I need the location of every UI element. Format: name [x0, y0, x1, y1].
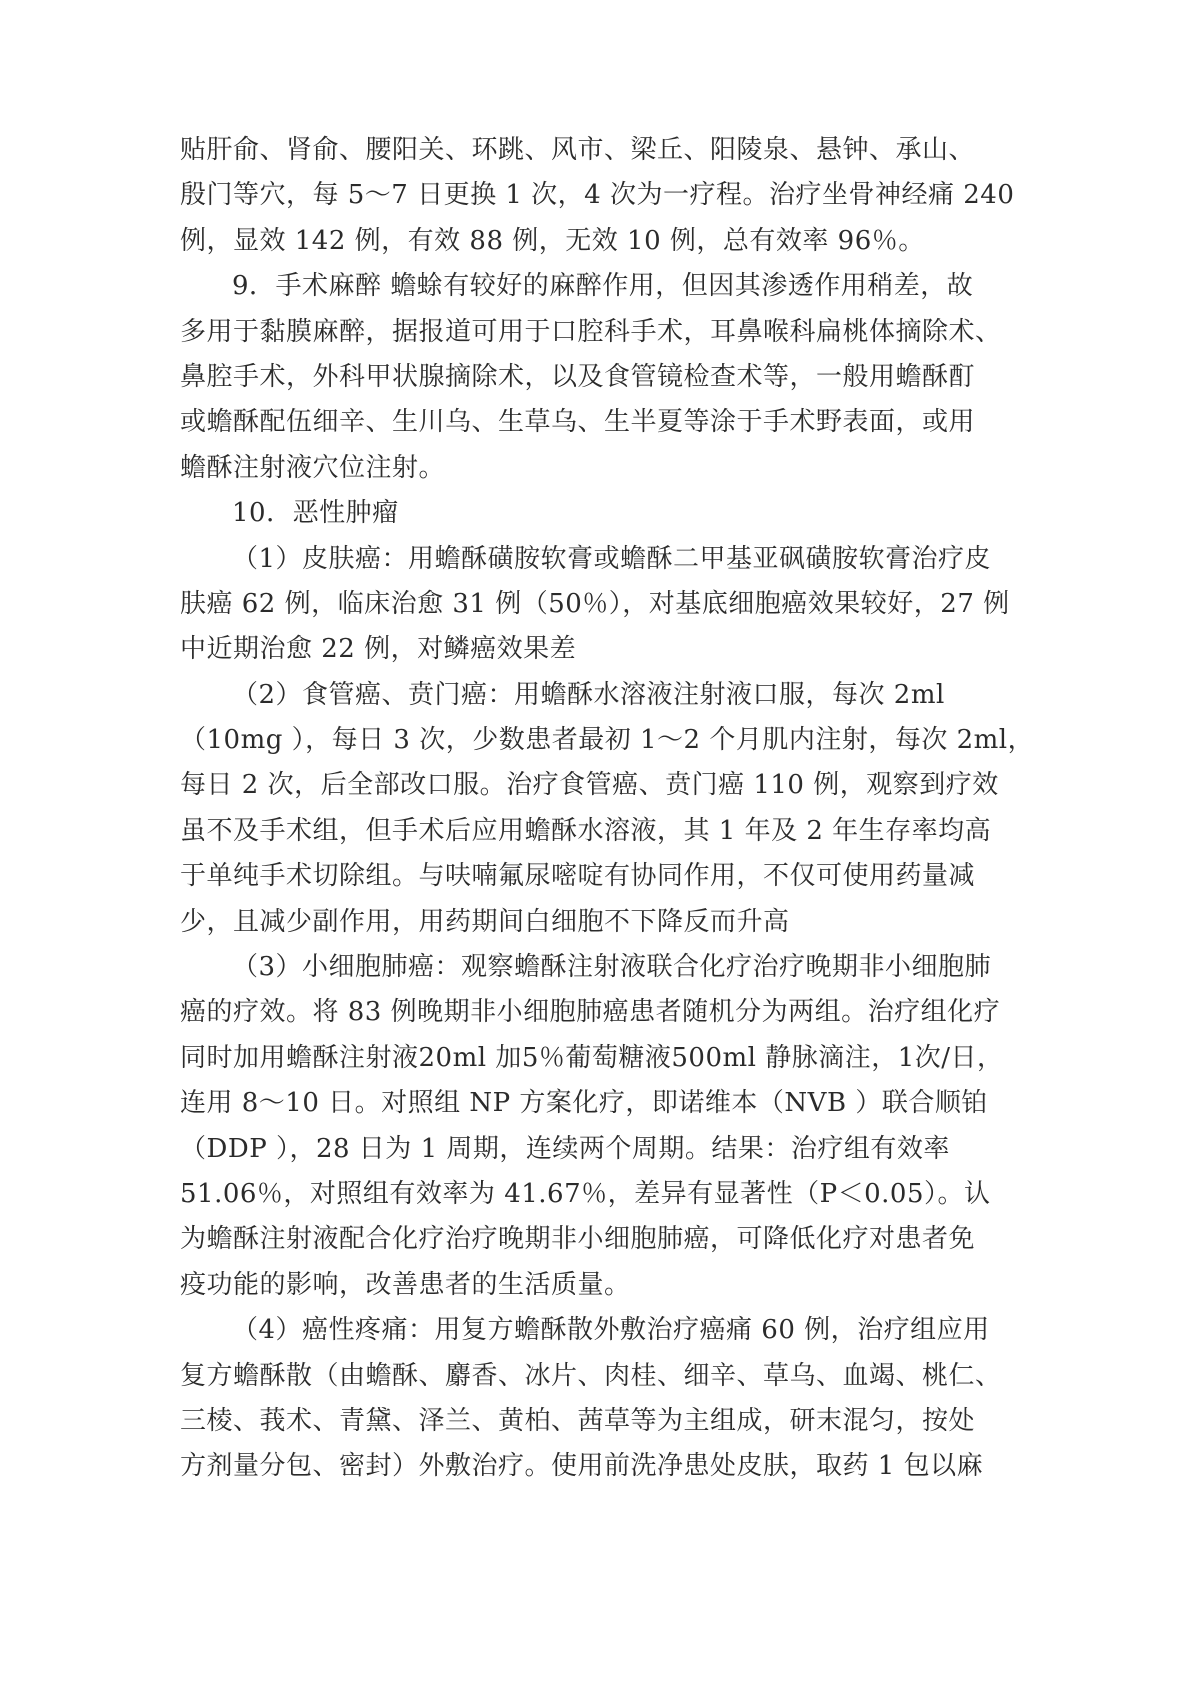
- text-line: 三棱、莪术、青黛、泽兰、黄柏、茜草等为主组成，研末混匀，按处: [180, 1405, 976, 1436]
- text-line: 鼻腔手术，外科甲状腺摘除术，以及食管镜检查术等，一般用蟾酥酊: [180, 361, 976, 392]
- text-line: 同时加用蟾酥注射液20ml 加5％葡萄糖液500ml 静脉滴注，1次/日，: [180, 1042, 1004, 1073]
- text-line: 多用于黏膜麻醉，据报道可用于口腔科手术，耳鼻喉科扁桃体摘除术、: [180, 316, 1002, 347]
- subsection-lung-cancer: （3）小细胞肺癌：观察蟾酥注射液联合化疗治疗晚期非小细胞肺: [232, 952, 992, 983]
- text-line: 于单纯手术切除组。与呋喃氟尿嘧啶有协同作用，不仅可使用药量减: [180, 861, 976, 892]
- text-line: 连用 8～10 日。对照组 NP 方案化疗，即诺维本（NVB ）联合顺铂: [180, 1088, 988, 1119]
- subsection-esophageal-cancer: （2）食管癌、贲门癌：用蟾酥水溶液注射液口服，每次 2ml: [232, 679, 945, 710]
- text-line: 疫功能的影响，改善患者的生活质量。: [180, 1269, 631, 1300]
- text-line: 肤癌 62 例，临床治愈 31 例（50％），对基底细胞癌效果较好，27 例: [180, 588, 1010, 619]
- text-line: （10mg ），每日 3 次，少数患者最初 1～2 个月肌内注射，每次 2ml，: [180, 725, 1035, 756]
- text-line: 殷门等穴，每 5～7 日更换 1 次，4 次为一疗程。治疗坐骨神经痛 240: [180, 180, 1015, 211]
- text-line: 为蟾酥注射液配合化疗治疗晚期非小细胞肺癌，可降低化疗对患者免: [180, 1224, 976, 1255]
- body-text: [180, 128, 1035, 1490]
- text-line: 每日 2 次，后全部改口服。治疗食管癌、贲门癌 110 例，观察到疗效: [180, 770, 999, 801]
- text-line: 中近期治愈 22 例，对鳞癌效果差: [180, 634, 577, 665]
- text-line: 51.06％，对照组有效率为 41.67％，差异有显著性（P＜0.05）。认: [180, 1178, 991, 1209]
- subsection-skin-cancer: （1）皮肤癌：用蟾酥磺胺软膏或蟾酥二甲基亚砜磺胺软膏治疗皮: [232, 543, 992, 574]
- text-line: 少，且减少副作用，用药期间白细胞不下降反而升高: [180, 906, 790, 937]
- text-line: 癌的疗效。将 83 例晚期非小细胞肺癌患者随机分为两组。治疗组化疗: [180, 997, 1001, 1028]
- text-line: 方剂量分包、密封）外敷治疗。使用前洗净患处皮肤，取药 1 包以麻: [180, 1451, 984, 1482]
- subsection-cancer-pain: （4）癌性疼痛：用复方蟾酥散外敷治疗癌痛 60 例，治疗组应用: [232, 1315, 990, 1346]
- text-line: 例，显效 142 例，有效 88 例，无效 10 例，总有效率 96％。: [180, 225, 925, 256]
- text-line: 蟾酥注射液穴位注射。: [180, 452, 446, 483]
- text-line: 虽不及手术组，但手术后应用蟾酥水溶液，其 1 年及 2 年生存率均高: [180, 815, 992, 846]
- text-line: 贴肝俞、肾俞、腰阳关、环跳、风市、梁丘、阳陵泉、悬钟、承山、: [180, 135, 976, 165]
- text-line: 复方蟾酥散（由蟾酥、麝香、冰片、肉桂、细辛、草乌、血竭、桃仁、: [180, 1360, 1002, 1391]
- section-heading-tumor: 10．恶性肿瘤: [232, 498, 399, 529]
- section-heading-anesthesia: 9．手术麻醉 蟾蜍有较好的麻醉作用，但因其渗透作用稍差，故: [232, 271, 974, 302]
- text-line: 或蟾酥配伍细辛、生川乌、生草乌、生半夏等涂于手术野表面，或用: [180, 407, 976, 438]
- text-line: （DDP ），28 日为 1 周期，连续两个周期。结果：治疗组有效率: [180, 1133, 950, 1164]
